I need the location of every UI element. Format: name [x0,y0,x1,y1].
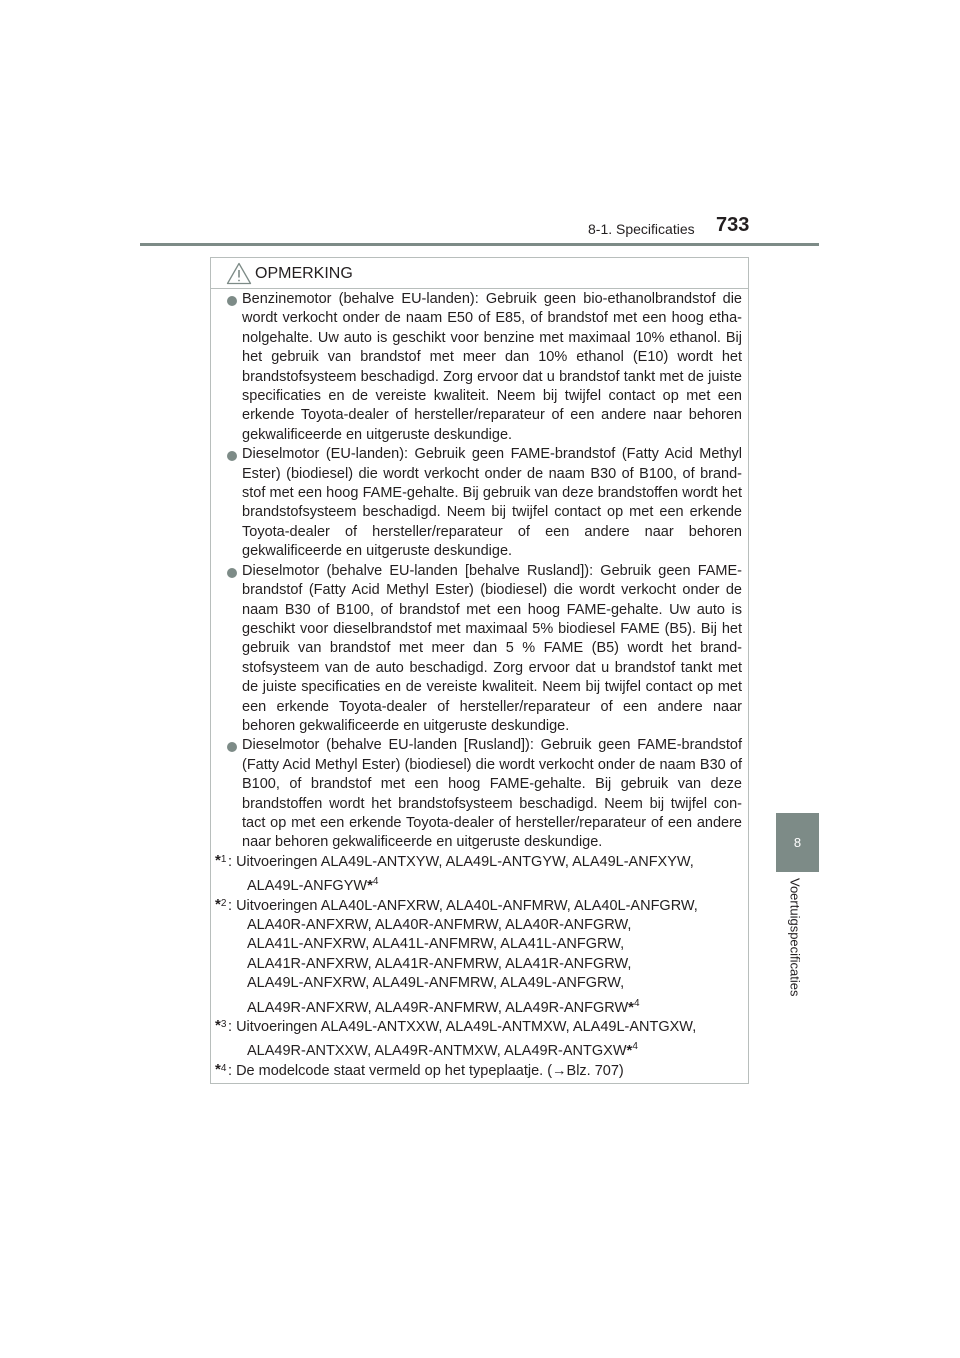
footnote-line: ALA49L-ANFXRW, ALA49L-ANFMRW, ALA49L-ANFGRW, [247,975,625,992]
note-title: OPMERKING [255,265,353,282]
list-item [211,562,748,737]
bullet-text: Dieselmotor (behalve EU-landen [Rusland]): Gebruik geen FAME-brandstof (Fatty Acid Methyl Ester) (biodiesel) die wordt verkocht onder de naam B30 of B100, of brandstof met een hoog FAME-gehalte. Bij gebruik van deze brandstoffen wordt het brandstofsysteem beschadigd. Neem bij twijfel con-tact op met een erkende Toyota-dealer of hersteller/reparateur of een andere naar behoren gekwalificeerde en uitgeruste deskundige. [242,737,742,851]
footnote [211,1062,748,1081]
note-box [210,257,749,1084]
footnote-line: ALA49R-ANFXRW, ALA49R-ANFMRW, ALA49R-ANFGRW*$^4$ [247,997,640,1016]
chapter-tab [776,813,819,872]
chapter-number: 8 [793,835,802,850]
footnote-ref: *$^4$ [628,997,640,1016]
bullet-dot-icon [227,451,237,461]
page-number: 733 [716,214,750,236]
bullet-dot-icon [227,742,237,752]
bullet-text: Dieselmotor (EU-landen): Gebruik geen FAME-brandstof (Fatty Acid Methyl Ester) (biodiesel) die wordt verkocht onder de naam B30 of B100, of brand-stof met een hoog FAME-gehalte. Bij gebruik van deze brandstoffen wordt het brandstofsysteem beschadigd. Neem bij twijfel contact op met een erkende Toyota-dealer of hersteller/reparateur of een andere naar behoren gekwalificeerde en uitgeruste deskundige. [242,446,742,560]
footnote-line: ALA49R-ANTXXW, ALA49R-ANTMXW, ALA49R-ANTGXW*$^4$ [247,1041,638,1060]
footnote-marker: *$^3$ [215,1017,227,1035]
note-header [211,258,748,289]
bullet-text: Benzinemotor (behalve EU-landen): Gebruik geen bio-ethanolbrandstof die wordt verkocht onder de naam E50 of E85, of brandstof met een hoog etha-nolgehalte. Uw auto is geschikt voor benzine met maximaal 10% ethanol. Bij het gebruik van brandstof met meer dan 10% ethanol (E10) wordt het brandstofsysteem beschadigd. Zorg ervoor dat u brandstof tankt met de juiste specificaties en de vereiste kwaliteit. Neem bij twijfel contact op met een erkende Toyota-dealer of hersteller/reparateur of een andere naar behoren gekwalificeerde en uitgeruste deskundige. [242,291,742,443]
footnote [211,853,748,897]
footnote-marker: *$^4$ [215,1060,227,1078]
list-item [211,445,748,561]
footnote-line: : Uitvoeringen ALA40L-ANFXRW, ALA40L-ANFMRW, ALA40L-ANFGRW, [228,897,698,914]
footnote-line: : Uitvoeringen ALA49L-ANTXXW, ALA49L-ANTMXW, ALA49L-ANTGXW, [228,1019,697,1036]
footnote [211,1018,748,1062]
list-item [211,736,748,852]
footnote-line: ALA41R-ANFXRW, ALA41R-ANFMRW, ALA41R-ANFGRW, [247,955,632,972]
bullet-dot-icon [227,296,237,306]
footnote-ref: *$^4$ [626,1041,638,1060]
footnote-ref: *$^4$ [367,876,379,895]
footnote-marker: *$^1$ [215,851,227,869]
header-divider [140,243,819,246]
footnote-line: : De modelcode staat vermeld op het typeplaatje. (→Blz. 707) [228,1062,624,1079]
footnote-marker: *$^2$ [215,895,227,913]
note-body [211,290,748,1081]
footnote [211,897,748,1018]
footnote-line: ALA40R-ANFXRW, ALA40R-ANFMRW, ALA40R-ANFGRW, [247,917,632,933]
footnote-line: : Uitvoeringen ALA49L-ANTXYW, ALA49L-ANTGYW, ALA49L-ANFXYW, [228,853,694,870]
section-title: 8-1. Specificaties [588,221,695,237]
bullet-dot-icon [227,568,237,578]
bullet-text: Dieselmotor (behalve EU-landen [behalve Rusland]): Gebruik geen FAME-brandstof (Fatty Acid Methyl Ester) (biodiesel) die wordt verkocht onder de naam B30 of B100, of brandstof met een hoog FAME-gehalte. Uw auto is geschikt voor dieselbrandstof met maximaal 5% biodiesel FAME (B5). Bij het gebruik van brandstof met meer dan 5 % FAME (B5) wordt het brand-stofsysteem van de auto beschadigd. Zorg ervoor dat u brandstof tankt met de juiste specificaties en de vereiste kwaliteit. Neem bij twijfel contact op met een erkende Toyota-dealer of hersteller/reparateur of een andere naar behoren gekwalificeerde en uitgeruste deskundige. [242,562,742,734]
footnote-line: ALA49L-ANFGYW*$^4$ [247,876,379,895]
chapter-label [784,878,806,998]
list-item [211,290,748,445]
footnote-line: ALA41L-ANFXRW, ALA41L-ANFMRW, ALA41L-ANFGRW, [247,936,625,953]
warning-triangle-icon [226,262,252,285]
chapter-label-text: Voertuigspecificaties [787,878,803,997]
